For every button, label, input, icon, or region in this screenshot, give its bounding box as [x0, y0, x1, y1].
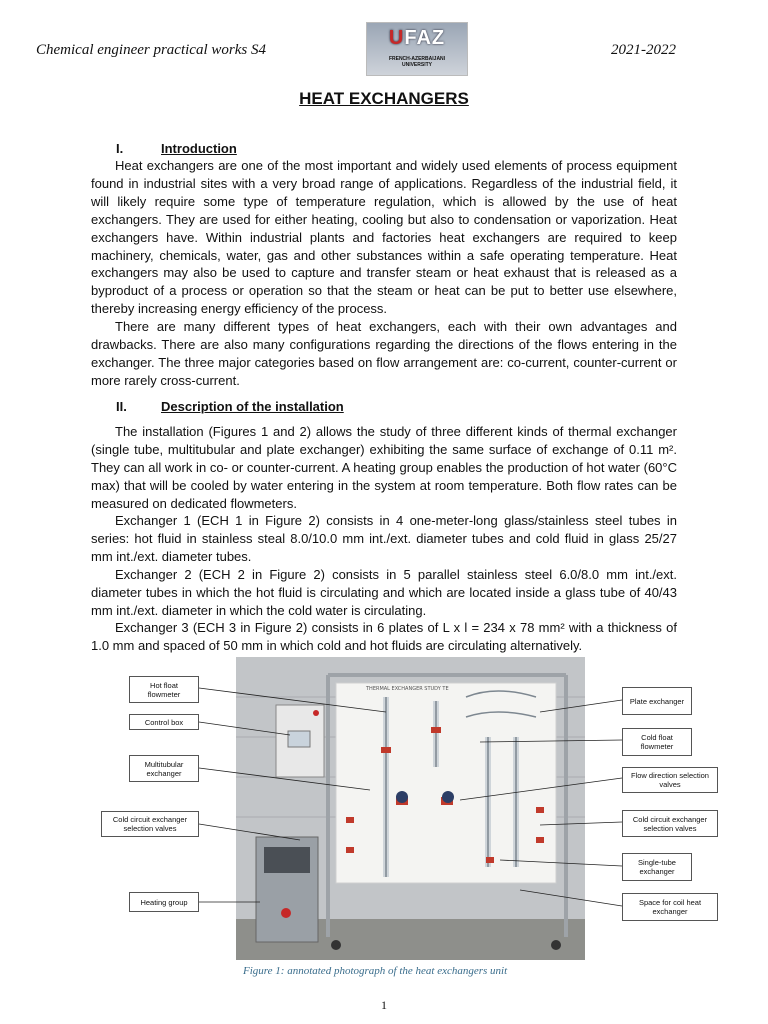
logo-university-name: FRENCH-AZERBAIJANI UNIVERSITY	[388, 56, 446, 68]
intro-paragraph-1: Heat exchangers are one of the most important and widely used elements of process equipment found in industrial sites with a very broad range of applications. Regardless of the industrial field, it will likely require some type of temperature regulation, which is allowed by the use of heat exchangers. They are used for either heating, cooling but also to condensation or vaporization. Heat exchangers have. Within industrial plants and factories heat exchangers are required to keep machinery, chemicals, water, gas and other substances within a safe operating temperature. Heat exchangers may also be used to capture and transfer steam or heat exhaust that is released as a byproduct of a process or operation so that the steam or heat can be put to better use elsewhere, thereby increasing energy efficiency of the process.	[91, 158, 677, 317]
section-name: Description of the installation	[161, 399, 344, 414]
intro-paragraph-2: There are many different types of heat exchangers, each with their own advantages and drawbacks. There are also many configurations regarding the directions of the flows entering in the exchanger. The three major categories based on flow arrangement are: co-current, counter-current or more rarely cross-current.	[91, 319, 677, 388]
logo-mark: UFAZ	[388, 27, 446, 49]
callout-heating-group: Heating group	[129, 892, 199, 912]
callout-flow-direction-valves: Flow direction selection valves	[622, 767, 718, 793]
section-number: I.	[116, 141, 124, 156]
description-paragraph-4: Exchanger 3 (ECH 3 in Figure 2) consists in 6 plates of L x l = 234 x 78 mm² with a thickness of 1.0 mm and spaced of 50 mm in which cold and hot fluids are circulating alternatively.	[91, 620, 677, 653]
callout-coil-heat-exchanger-space: Space for coil heat exchanger	[622, 893, 718, 921]
section-name: Introduction	[161, 141, 237, 156]
callout-cold-float-flowmeter: Cold float flowmeter	[622, 728, 692, 756]
description-paragraph-3: Exchanger 2 (ECH 2 in Figure 2) consists in 5 parallel stainless steel 6.0/8.0 mm int./ext. diameter tubes in which the hot fluid is circulating and which are located inside a glass tube of 40/43 mm int./ext. diameter in which the cold water is circulating.	[91, 567, 677, 618]
callout-cold-circuit-valves-left: Cold circuit exchanger selection valves	[101, 811, 199, 837]
section-heading-introduction	[116, 141, 237, 156]
callout-hot-float-flowmeter: Hot float flowmeter	[129, 676, 199, 703]
description-paragraph-2: Exchanger 1 (ECH 1 in Figure 2) consists in 4 one-meter-long glass/stainless steel tubes in series: hot fluid in stainless steal 8.0/10.0 mm int./ext. diameter tubes and cold fluid in glass 25/27 mm int./ext. diameter tubes.	[91, 513, 677, 564]
section-heading-description	[116, 399, 344, 414]
header-year: 2021-2022	[611, 42, 676, 58]
panel-label: THERMAL EXCHANGER STUDY TE	[366, 686, 449, 692]
figure-caption: Figure 1: annotated photograph of the heat exchangers unit	[243, 965, 508, 977]
header-course-title: Chemical engineer practical works S4	[36, 42, 266, 58]
description-paragraph-1: The installation (Figures 1 and 2) allows the study of three different kinds of thermal exchanger (single tube, multitubular and plate exchanger) exhibiting the same surface of exchange of 0.11 m². They can all work in co- or counter-current. A heating group enables the production of hot water (60°C max) that will be cooled by water entering in the system at room temperature. Both flow rates can be measured on dedicated flowmeters.	[91, 424, 677, 511]
heat-exchanger-drawing	[236, 657, 585, 960]
page-title: HEAT EXCHANGERS	[299, 89, 469, 108]
callout-single-tube-exchanger: Single-tube exchanger	[622, 853, 692, 881]
callout-control-box: Control box	[129, 714, 199, 730]
exchanger-panel	[336, 683, 556, 883]
section-number: II.	[116, 399, 127, 414]
callout-plate-exchanger: Plate exchanger	[622, 687, 692, 715]
heat-exchanger-photo	[236, 657, 585, 960]
callout-cold-circuit-valves-right: Cold circuit exchanger selection valves	[622, 810, 718, 837]
page-number: 1	[381, 998, 387, 1012]
university-logo	[366, 22, 468, 76]
callout-multitubular-exchanger: Multitubular exchanger	[129, 755, 199, 782]
